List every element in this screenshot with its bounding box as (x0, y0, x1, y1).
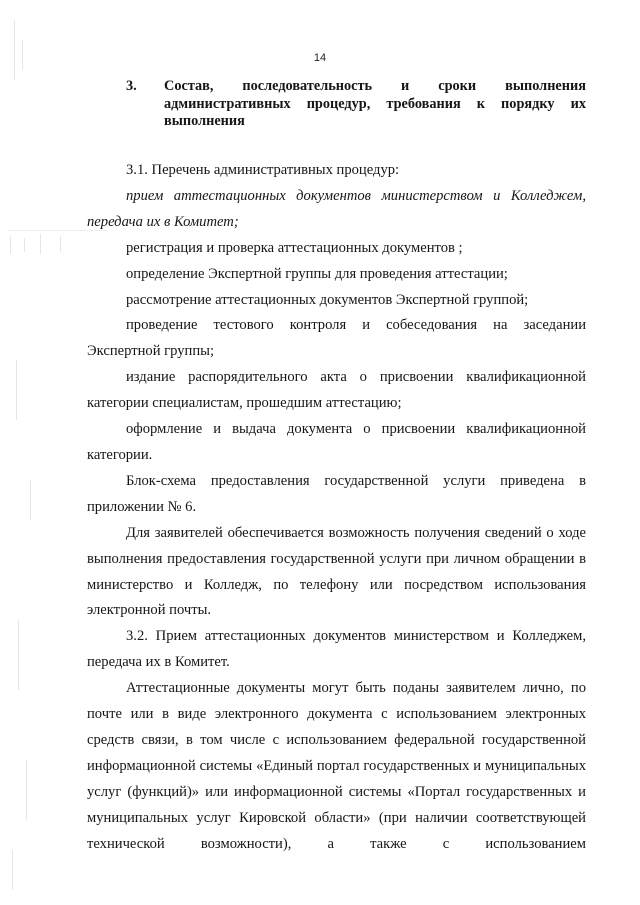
section-title (164, 78, 586, 131)
section-title-line1: Состав, последовательность и сроки выполнения (164, 78, 586, 94)
scan-artifact (16, 360, 17, 420)
section-heading (126, 78, 586, 131)
scan-artifact (24, 238, 25, 252)
scan-artifact (12, 850, 13, 890)
scan-artifact (10, 236, 11, 254)
section-number: 3. (126, 78, 137, 94)
paragraph: 3.2. Прием аттестационных документов министерством и Колледжем, передача их в Комитет. (87, 628, 586, 671)
scan-artifact (18, 620, 19, 690)
scan-artifact (30, 480, 31, 520)
paragraph: Для заявителей обеспечивается возможность получения сведений о ходе выполнения предоставления государственной услуги при личном обращении в министерство и Колледж, по телефону или посредством использования электронной почты. (87, 524, 586, 619)
paragraph: издание распорядительного акта о присвоении квалификационной категории специалистам, прошедшим аттестацию; (87, 369, 586, 412)
paragraph: прием аттестационных документов министерством и Колледжем, передача их в Комитет; (87, 187, 586, 230)
scan-artifact (26, 760, 27, 820)
section-title-rest: административных процедур, требования к порядку их выполнения (164, 95, 586, 129)
scan-artifact (14, 20, 15, 80)
paragraph: определение Экспертной группы для проведения аттестации; (126, 265, 508, 282)
paragraph: проведение тестового контроля и собеседования на заседании Экспертной группы; (87, 317, 586, 360)
paragraph: оформление и выдача документа о присвоении квалификационной категории. (87, 421, 586, 463)
paragraph: регистрация и проверка аттестационных документов ; (126, 239, 463, 256)
paragraph: 3.1. Перечень административных процедур: (126, 162, 400, 178)
paragraph: Блок-схема предоставления государственной услуги приведена в приложении № 6. (87, 472, 586, 515)
body-text (87, 158, 586, 857)
scan-artifact (40, 234, 41, 254)
paragraph: Аттестационные документы могут быть поданы заявителем лично, по почте или в виде электронного документа с использованием электронных средств связи, в том числе с использованием федеральной государственной информационной системы «Единый портал государственных и муниципальных услуг (функций)» или информационной системы «Портал государственных и муниципальных услуг Кировской области» (при наличии соответствующей технической возможности), а также с использованием (87, 680, 586, 852)
scan-artifact (60, 236, 61, 252)
page-number: 14 (313, 52, 327, 64)
paragraph: рассмотрение аттестационных документов Экспертной группой; (126, 291, 529, 308)
